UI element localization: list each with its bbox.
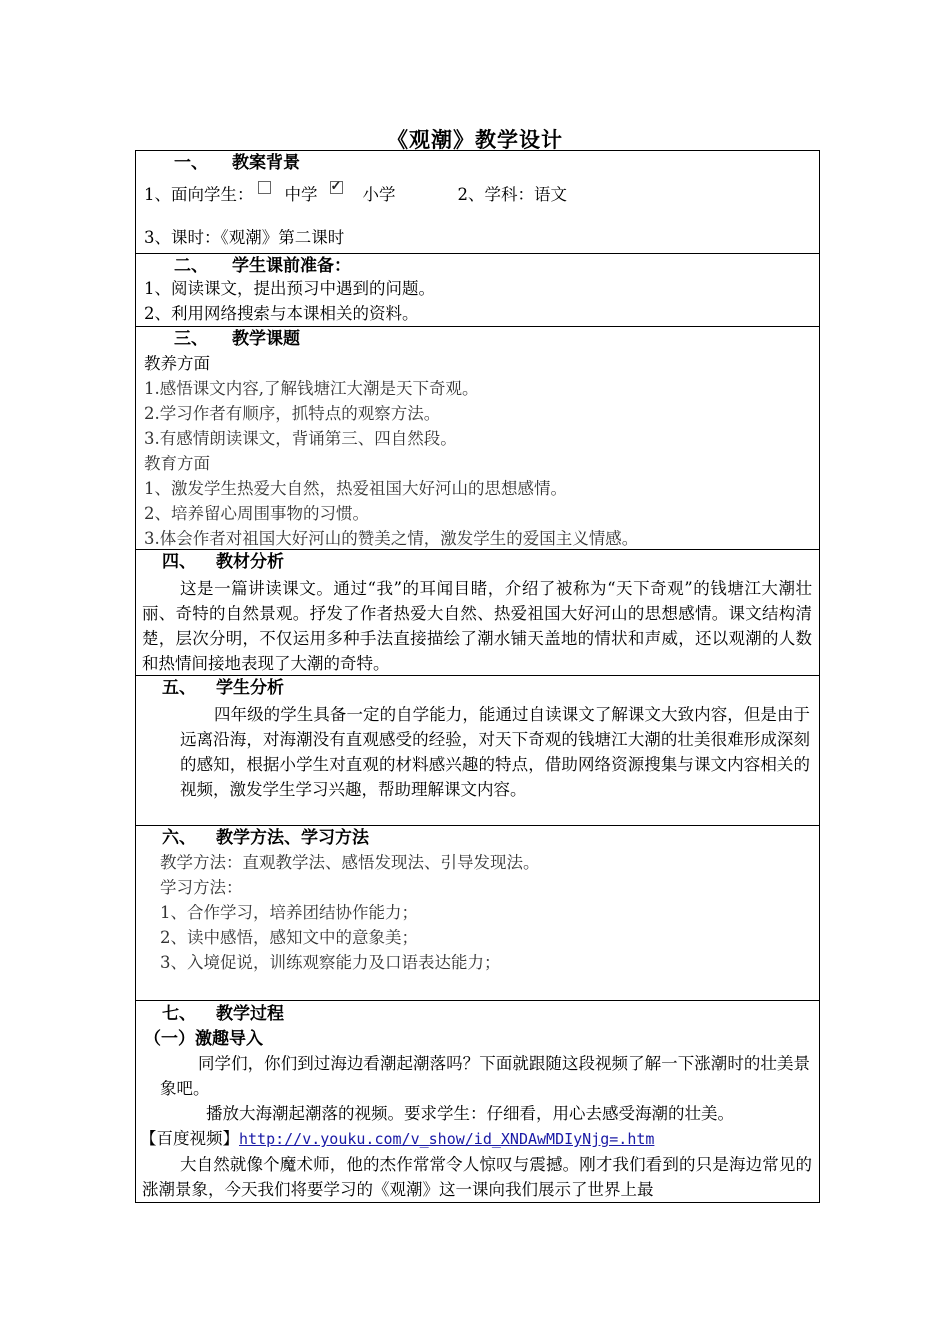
student-analysis-text: 四年级的学生具备一定的自学能力，能通过自读课文了解课文大致内容，但是由于远离沿海，对海潮没有直观感受的经验，对天下奇观的钱塘江大潮的壮美很难形成深刻的感知，根据小学生对直观的材料感兴趣的特点，借助网络资源搜集与课文内容相关的视频，激发学生学习兴趣，帮助理解课文内容。 [180, 705, 810, 799]
list-item: 2、培养留心周围事物的习惯。 [144, 504, 369, 523]
paragraph: 播放大海潮起潮落的视频。要求学生：仔细看，用心去感受海潮的壮美。 [206, 1104, 734, 1123]
teaching-methods: 教学方法：直观教学法、感悟发现法、引导发现法。 [160, 853, 540, 872]
part-heading: （一）激趣导入 [144, 1029, 263, 1049]
list-item: 2、利用网络搜索与本课相关的资料。 [144, 304, 419, 323]
section-objectives [136, 327, 819, 550]
paragraph: 大自然就像个魔术师，他的杰作常常令人惊叹与震撼。刚才我们看到的只是海边常见的涨潮景象，今天我们将要学习的《观潮》这一课向我们展示了世界上最 [142, 1155, 812, 1199]
learning-methods-label: 学习方法： [160, 878, 243, 897]
section-number: 七、 [162, 1004, 196, 1024]
section-student-analysis [136, 676, 819, 826]
list-item: 3、入境促说，训练观察能力及口语表达能力； [160, 953, 501, 972]
list-item: 3.体会作者对祖国大好河山的赞美之情，激发学生的爱国主义情感。 [144, 529, 639, 548]
section-number: 五、 [162, 678, 196, 698]
subheading: 教育方面 [144, 454, 210, 473]
section-heading: 学生课前准备： [232, 256, 351, 276]
option-middle-school: 中学 [284, 185, 318, 204]
section-heading: 教学过程 [216, 1004, 284, 1024]
section-material-analysis [136, 550, 819, 676]
list-item: 2.学习作者有顺序，抓特点的观察方法。 [144, 404, 441, 423]
section-process [136, 1001, 819, 1203]
list-item: 1、阅读课文，提出预习中遇到的问题。 [144, 279, 435, 298]
section-methods [136, 826, 819, 1001]
subject-label: 2、学科：语文 [457, 185, 567, 204]
lesson-period: 3、课时：《观潮》第二课时 [144, 228, 345, 247]
section-preparation [136, 254, 819, 327]
paragraph: 同学们，你们到过海边看潮起潮落吗？下面就跟随这段视频了解一下涨潮时的壮美景象吧。 [160, 1054, 810, 1098]
video-link[interactable]: http://v.youku.com/v_show/id_XNDAwMDIyNjg=.htm [239, 1130, 655, 1148]
section-background [136, 151, 819, 254]
video-link-row [140, 1128, 654, 1150]
section-number: 一、 [174, 153, 208, 173]
section-number: 六、 [162, 828, 196, 848]
section-number: 二、 [174, 256, 208, 276]
checkbox-primary-school[interactable] [330, 181, 343, 194]
section-heading: 教学课题 [232, 329, 300, 349]
list-item: 1、合作学习，培养团结协作能力； [160, 903, 418, 922]
link-label: 【百度视频】 [140, 1129, 239, 1148]
section-number: 四、 [162, 552, 196, 572]
analysis-text: 这是一篇讲读课文。通过“我”的耳闻目睹，介绍了被称为“天下奇观”的钱塘江大潮壮丽、奇特的自然景观。抒发了作者热爱大自然、热爱祖国大好河山的思想感情。课文结构清楚，层次分明，不仅运用多种手法直接描绘了潮水铺天盖地的情状和声威，还以观潮的人数和热情间接地表现了大潮的奇特。 [142, 579, 812, 673]
page-title: 《观潮》教学设计 [387, 127, 563, 152]
section-number: 三、 [174, 329, 208, 349]
section-heading: 教案背景 [232, 153, 300, 173]
list-item: 2、读中感悟，感知文中的意象美； [160, 928, 418, 947]
list-item: 3.有感情朗读课文，背诵第三、四自然段。 [144, 429, 457, 448]
audience-label: 1、面向学生： [144, 185, 254, 204]
option-primary-school: 小学 [362, 185, 396, 204]
section-heading: 教学方法、学习方法 [216, 828, 369, 848]
list-item: 1.感悟课文内容,了解钱塘江大潮是天下奇观。 [144, 379, 479, 398]
list-item: 1、激发学生热爱大自然，热爱祖国大好河山的思想感情。 [144, 479, 567, 498]
section-heading: 教材分析 [216, 552, 284, 572]
audience-row [144, 184, 567, 206]
subheading: 教养方面 [144, 354, 210, 373]
lesson-plan-table [135, 150, 820, 1203]
checkbox-middle-school[interactable] [258, 181, 271, 194]
section-heading: 学生分析 [216, 678, 284, 698]
